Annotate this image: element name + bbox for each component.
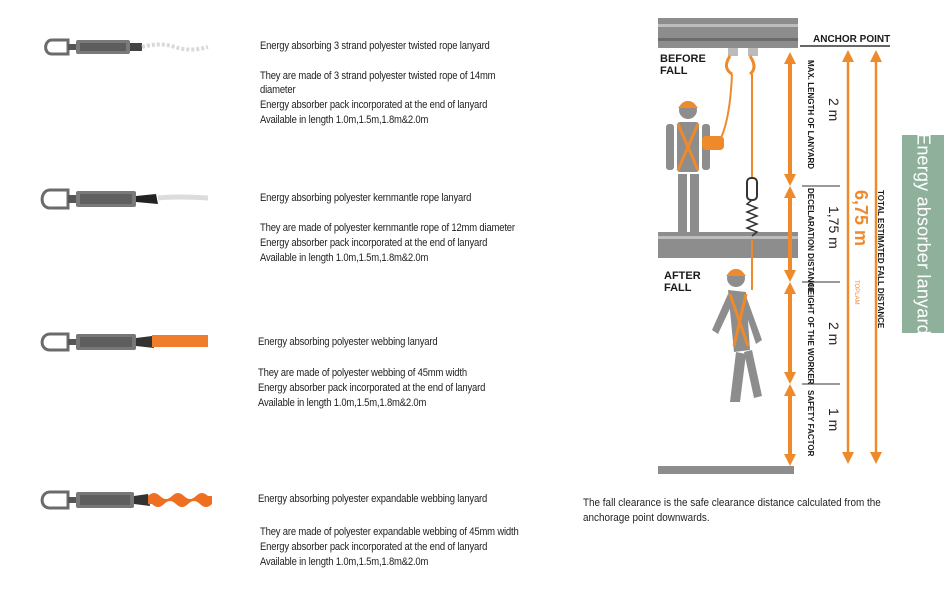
total-value: 6,75 m xyxy=(851,190,871,247)
section-tab-label: Energy absorber lanyard xyxy=(913,133,934,335)
clearance-note xyxy=(583,496,914,525)
segment-label-worker-height: HEIGHT OF THE WORKER xyxy=(806,284,815,385)
segment-value-lanyard: 2 m xyxy=(826,98,842,122)
total-fall-distance-label: TOTAL ESTIMATED FALL DISTANCE xyxy=(876,190,885,329)
fall-clearance-diagram xyxy=(650,10,900,480)
product-title: Energy absorbing 3 strand polyester twisted rope lanyard xyxy=(260,40,490,52)
total-sub-label: TOPLAM xyxy=(853,280,859,305)
product-line: Available in length 1.0m,1.5m,1.8m&2.0m xyxy=(258,397,427,409)
rope-lanyard-icon xyxy=(40,36,210,58)
product-title: Energy absorbing polyester webbing lanyard xyxy=(258,336,438,348)
anchor-point-label: ANCHOR POINT xyxy=(813,34,891,45)
after-fall-label xyxy=(664,270,701,294)
segment-label-deceleration: DECELARATION DISTANCE xyxy=(806,188,815,294)
segment-label-lanyard: MAX. LENGTH OF LANYARD xyxy=(806,60,815,170)
before-fall-line-2: FALL xyxy=(660,65,688,77)
segment-value-worker-height: 2 m xyxy=(826,322,842,346)
product-line: Available in length 1.0m,1.5m,1.8m&2.0m xyxy=(260,556,429,568)
product-line: They are made of polyester expandable webbing of 45mm width xyxy=(260,526,519,538)
product-line: Energy absorber pack incorporated at the end of lanyard xyxy=(260,99,488,111)
before-fall-label xyxy=(660,53,706,77)
product-title: Energy absorbing polyester expandable webbing lanyard xyxy=(258,493,488,505)
clearance-note-line-2: anchorage point downwards. xyxy=(583,511,710,524)
after-fall-line-2: FALL xyxy=(664,282,692,294)
product-line: Energy absorber pack incorporated at the end of lanyard xyxy=(258,382,486,394)
kernmantle-lanyard-icon xyxy=(36,186,211,212)
clearance-note-line-1: The fall clearance is the safe clearance distance calculated from the xyxy=(583,497,881,509)
product-line: Energy absorber pack incorporated at the end of lanyard xyxy=(260,541,488,553)
segment-label-safety-factor: SAFETY FACTOR xyxy=(806,390,815,457)
product-line: Energy absorber pack incorporated at the end of lanyard xyxy=(260,237,488,249)
product-line: They are made of 3 strand polyester twisted rope of 14mm xyxy=(260,70,496,82)
segment-value-deceleration: 1,75 m xyxy=(826,206,842,249)
product-title: Energy absorbing polyester kernmantle rope lanyard xyxy=(260,192,472,204)
after-fall-line-1: AFTER xyxy=(664,270,701,282)
product-line: Available in length 1.0m,1.5m,1.8m&2.0m xyxy=(260,252,429,264)
product-line: Available in length 1.0m,1.5m,1.8m&2.0m xyxy=(260,114,429,126)
product-line: They are made of polyester kernmantle rope of 12mm diameter xyxy=(260,222,515,234)
section-tab xyxy=(902,135,944,333)
expandable-webbing-lanyard-icon xyxy=(36,488,216,512)
webbing-lanyard-icon xyxy=(36,330,211,354)
segment-value-safety-factor: 1 m xyxy=(826,408,842,432)
before-fall-line-1: BEFORE xyxy=(660,53,706,65)
product-line: diameter xyxy=(260,84,296,96)
product-line: They are made of polyester webbing of 45mm width xyxy=(258,367,467,379)
